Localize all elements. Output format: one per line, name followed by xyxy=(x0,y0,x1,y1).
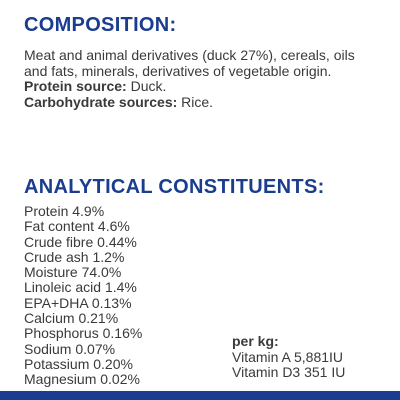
composition-heading: COMPOSITION: xyxy=(24,14,177,36)
carbohydrate-source-value: Rice. xyxy=(181,93,214,110)
constituent-item: Calcium 0.21% xyxy=(24,310,119,327)
protein-source-value: Duck. xyxy=(130,78,167,94)
composition-description: Meat and animal derivatives (duck 27%), cereals, oils and fats, minerals, derivatives of vegetable origin. xyxy=(24,47,355,79)
constituent-item: Protein 4.9% xyxy=(24,203,105,219)
constituent-item: EPA+DHA 0.13% xyxy=(24,294,132,311)
per-kg-item: Vitamin A 5,881IU xyxy=(232,348,344,365)
analytical-constituents-list xyxy=(24,204,142,388)
constituent-item: Magnesium 0.02% xyxy=(24,371,140,388)
constituent-item: Crude ash 1.2% xyxy=(24,248,125,265)
constituent-item: Crude fibre 0.44% xyxy=(24,233,137,250)
carbohydrate-source-line xyxy=(24,95,380,111)
constituent-item: Potassium 0.20% xyxy=(24,355,133,372)
constituent-item: Linoleic acid 1.4% xyxy=(24,279,137,296)
constituent-item: Phosphorus 0.16% xyxy=(24,325,143,342)
carbohydrate-source-label: Carbohydrate sources: xyxy=(24,93,178,110)
per-kg-title: per kg: xyxy=(232,333,279,349)
constituent-item: Sodium 0.07% xyxy=(24,340,116,357)
constituent-item: Fat content 4.6% xyxy=(24,218,130,235)
protein-source-label: Protein source: xyxy=(24,78,127,94)
composition-block xyxy=(24,48,380,110)
bottom-accent-bar xyxy=(0,391,400,400)
analytical-constituents-heading: ANALYTICAL CONSTITUENTS: xyxy=(24,176,325,198)
per-kg-block xyxy=(232,334,345,381)
constituent-item: Moisture 74.0% xyxy=(24,264,122,281)
protein-source-line xyxy=(24,79,380,95)
per-kg-item: Vitamin D3 351 IU xyxy=(232,364,346,380)
